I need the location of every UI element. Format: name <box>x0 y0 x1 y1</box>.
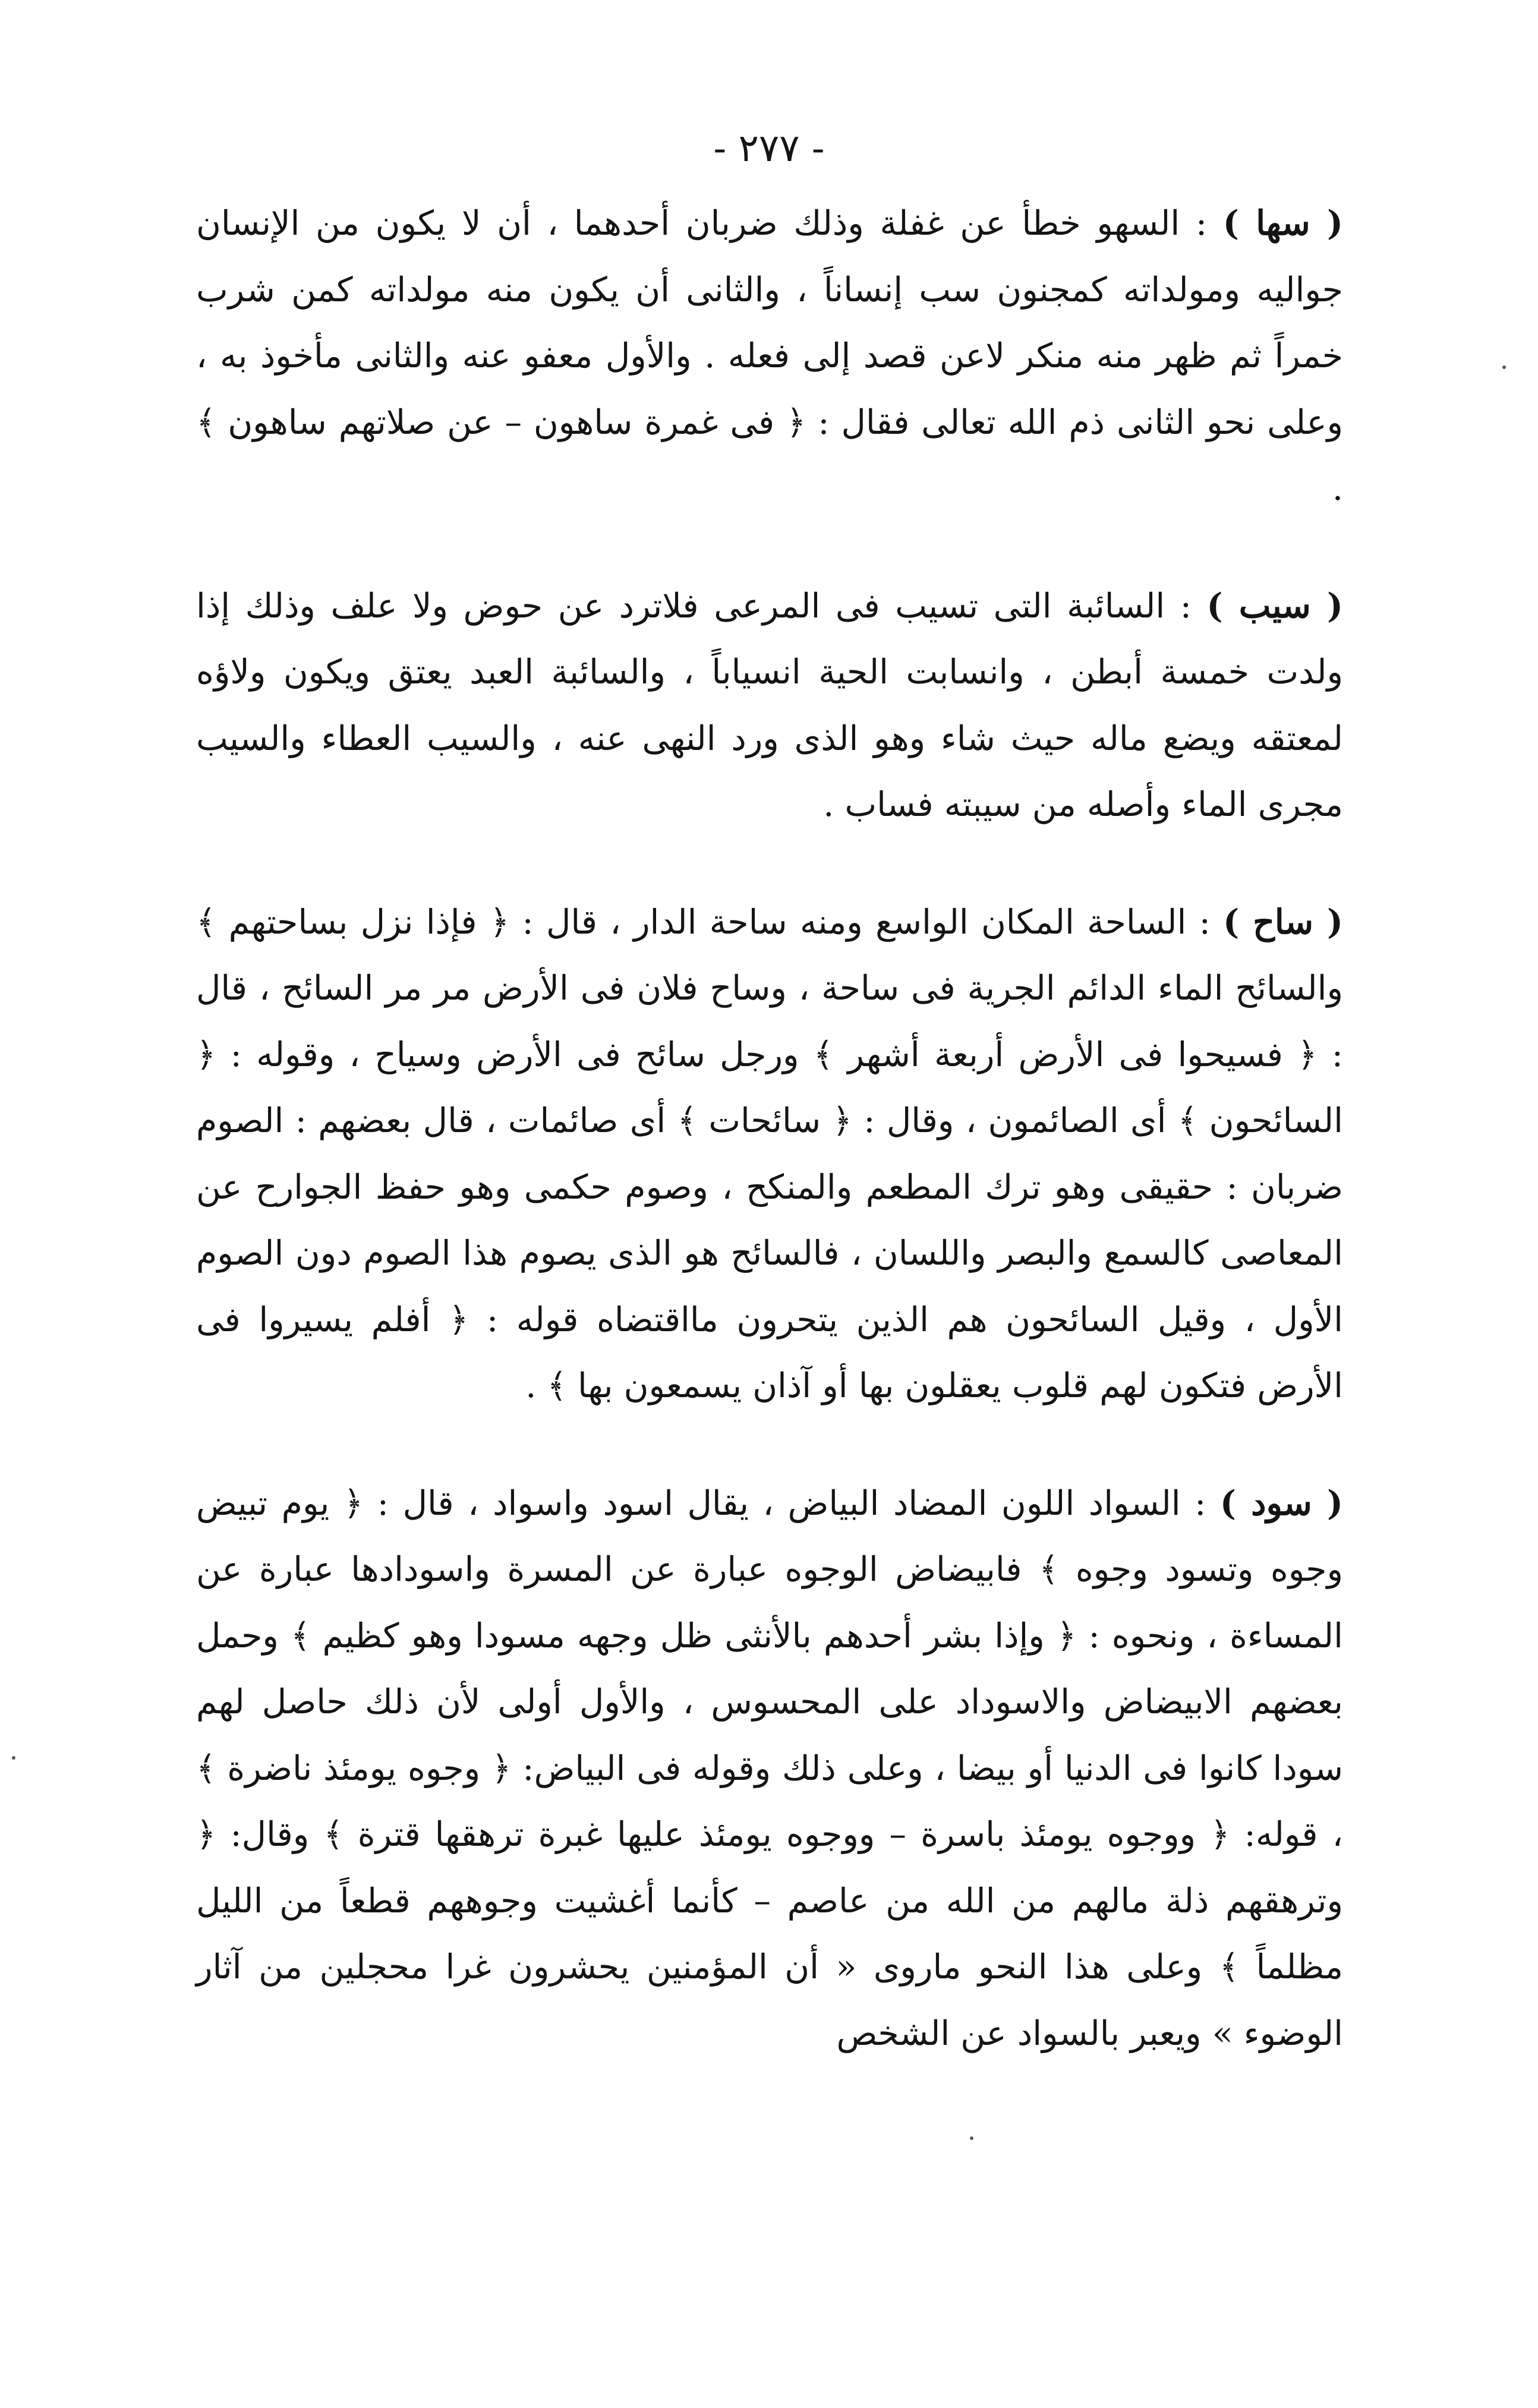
entry-paragraph <box>196 1470 1343 2067</box>
scan-speck <box>1502 365 1506 369</box>
main-text <box>196 190 1343 2067</box>
entry-term: ( سها ) <box>1222 203 1343 243</box>
entry-term: ( سود ) <box>1219 1483 1344 1523</box>
entry-text: : الساحة المكان الواسع ومنه ساحة الدار ، قال : ﴿ فإذا نزل بساحتهم ﴾ والسائح الماء الدائم الجرية فى ساحة ، وساح فلان فى الأرض مر مر السائح ، قال : ﴿ فسيحوا فى الأرض أربعة أشهر ﴾ ورجل سائح فى الأرض وسياح ، وقوله : ﴿ السائحون ﴾ أى الصائمون ، وقال : ﴿ سائحات ﴾ أى صائمات ، قال بعضهم : الصوم ضربان : حقيقى وهو ترك المطعم والمنكح ، وصوم حكمى وهو حفظ الجوارح عن المعاصى كالسمع والبصر واللسان ، فالسائح هو الذى يصوم هذا الصوم دون الصوم الأول ، وقيل السائحون هم الذين يتحرون مااقتضاه قوله : ﴿ أفلم يسيروا فى الأرض فتكون لهم قلوب يعقلون بها أو آذان يسمعون بها ﴾ . <box>196 902 1343 1405</box>
entry-paragraph <box>196 190 1343 522</box>
entry-text: : السهو خطأ عن غفلة وذلك ضربان أحدهما ، أن لا يكون من الإنسان جواليه ومولداته كمجنون سب إنساناً ، والثانى أن يكون منه مولداته كمن شرب خمراً ثم ظهر منه منكر لاعن قصد إلى فعله . والأول معفو عنه والثانى مأخوذ به ، وعلى نحو الثانى ذم الله تعالى فقال : ﴿ فى غمرة ساهون – عن صلاتهم ساهون ﴾ . <box>196 204 1343 508</box>
entry-term: ( ساح ) <box>1223 902 1343 942</box>
scan-speck <box>12 1756 15 1760</box>
entry-paragraph <box>196 573 1343 839</box>
entry-term: ( سيب ) <box>1206 585 1343 626</box>
entry-text: : السائبة التى تسيب فى المرعى فلاترد عن حوض ولا علف وذلك إذا ولدت خمسة أبطن ، وانسابت الحية انسياباً ، والسائبة العبد يعتق ويكون ولاؤه لمعتقه ويضع ماله حيث شاء وهو الذى ورد النهى عنه ، والسيب العطاء والسيب مجرى الماء وأصله من سيبته فساب . <box>196 586 1343 824</box>
entry-text: : السواد اللون المضاد البياض ، يقال اسود واسواد ، قال : ﴿ يوم تبيض وجوه وتسود وجوه ﴾ فابيضاض الوجوه عبارة عن المسرة واسودادها عبارة عن المساءة ، ونحوه : ﴿ وإذا بشر أحدهم بالأنثى ظل وجهه مسودا وهو كظيم ﴾ وحمل بعضهم الابيضاض والاسوداد على المحسوس ، والأول أولى لأن ذلك حاصل لهم سودا كانوا فى الدنيا أو بيضا ، وعلى ذلك وقوله فى البياض: ﴿ وجوه يومئذ ناضرة ﴾ ، قوله: ﴿ ووجوه يومئذ باسرة – ووجوه يومئذ عليها غبرة ترهقها قترة ﴾ وقال: ﴿ وترهقهم ذلة مالهم من الله من عاصم – كأنما أغشيت وجوههم قطعاً من الليل مظلماً ﴾ وعلى هذا النحو ماروى « أن المؤمنين يحشرون غرا محجلين من آثار الوضوء » ويعبر بالسواد عن الشخص <box>196 1483 1343 2053</box>
entry-paragraph <box>196 889 1343 1420</box>
page-number: - ٢٧٧ - <box>713 127 825 171</box>
scan-speck <box>970 2136 973 2140</box>
